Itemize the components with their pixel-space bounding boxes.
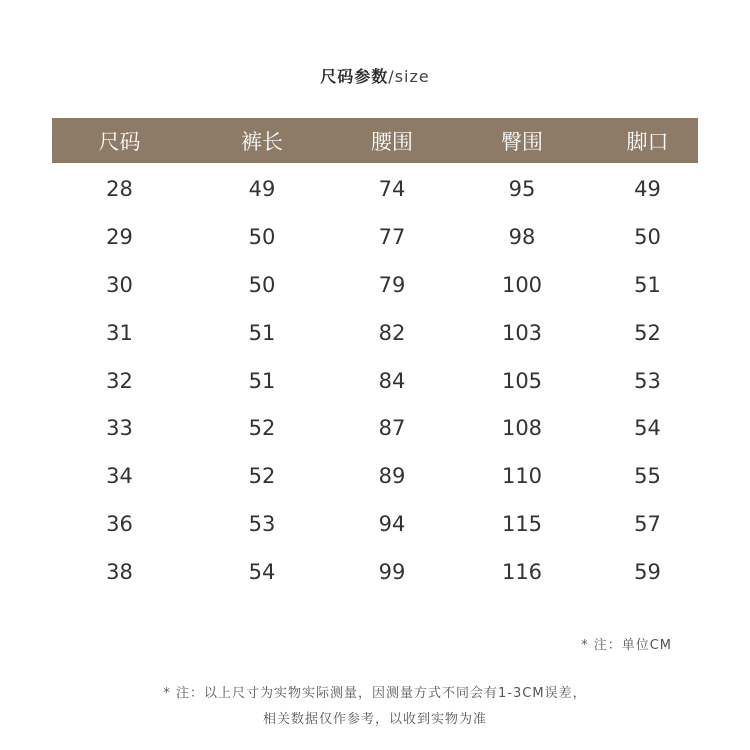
cell-waist: 87 [378,416,406,441]
cell-hip: 108 [501,416,543,441]
cell-hip: 100 [501,272,543,297]
cell-length: 49 [248,176,276,201]
size-table [52,118,698,596]
cell-waist: 89 [378,464,406,489]
cell-size: 29 [106,224,133,249]
cell-hem: 52 [634,320,661,345]
footnote [0,681,750,733]
cell-waist: 99 [378,560,406,585]
footnote-line-1: * 注：以上尺寸为实物实际测量，因测量方式不同会有1-3CM误差， [163,686,587,701]
table-header-row [52,118,698,163]
cell-hip: 115 [501,512,543,537]
cell-hem: 59 [634,560,661,585]
cell-hem: 49 [634,176,661,201]
header-length: 裤长 [241,129,283,154]
cell-waist: 82 [378,320,406,345]
header-hip: 臀围 [501,129,543,154]
table-row [52,213,698,261]
cell-size: 30 [106,272,133,297]
table-body [52,163,698,596]
cell-length: 53 [248,512,276,537]
cell-size: 34 [106,464,133,489]
cell-size: 33 [106,416,133,441]
header-hem: 脚口 [626,129,669,154]
cell-waist: 74 [378,176,406,201]
table-row [52,163,698,213]
table-row [52,404,698,452]
cell-length: 51 [248,368,276,393]
cell-size: 32 [106,368,133,393]
footnote-line-2: 相关数据仅作参考，以收到实物为准 [262,712,487,727]
cell-hem: 54 [634,416,661,441]
page-title [0,64,750,87]
cell-size: 38 [106,560,133,585]
header-waist: 腰围 [371,129,413,154]
cell-hip: 116 [501,560,543,585]
cell-hem: 57 [634,512,661,537]
title-main: 尺码参数 [320,67,389,86]
cell-hem: 50 [634,224,661,249]
cell-hip: 110 [501,464,543,489]
table-row [52,548,698,596]
cell-length: 52 [248,416,276,441]
cell-hip: 103 [501,320,543,345]
cell-hem: 55 [634,464,661,489]
cell-size: 36 [106,512,133,537]
table-row [52,261,698,309]
cell-hip: 95 [508,176,536,201]
cell-waist: 84 [378,368,406,393]
cell-length: 52 [248,464,276,489]
cell-hem: 51 [634,272,661,297]
cell-waist: 77 [378,224,406,249]
table-row [52,452,698,500]
table-row [52,309,698,357]
table-row [52,357,698,405]
cell-hem: 53 [634,368,661,393]
cell-hip: 98 [508,224,536,249]
table-row [52,500,698,548]
cell-length: 50 [248,272,276,297]
cell-waist: 79 [378,272,406,297]
cell-size: 28 [106,176,133,201]
cell-hip: 105 [501,368,543,393]
header-size: 尺码 [98,129,141,154]
cell-length: 50 [248,224,276,249]
cell-length: 54 [248,560,276,585]
cell-waist: 94 [378,512,406,537]
unit-note: * 注：单位CM [581,638,672,653]
cell-size: 31 [106,320,133,345]
title-sub: /size [388,67,430,86]
cell-length: 51 [248,320,276,345]
